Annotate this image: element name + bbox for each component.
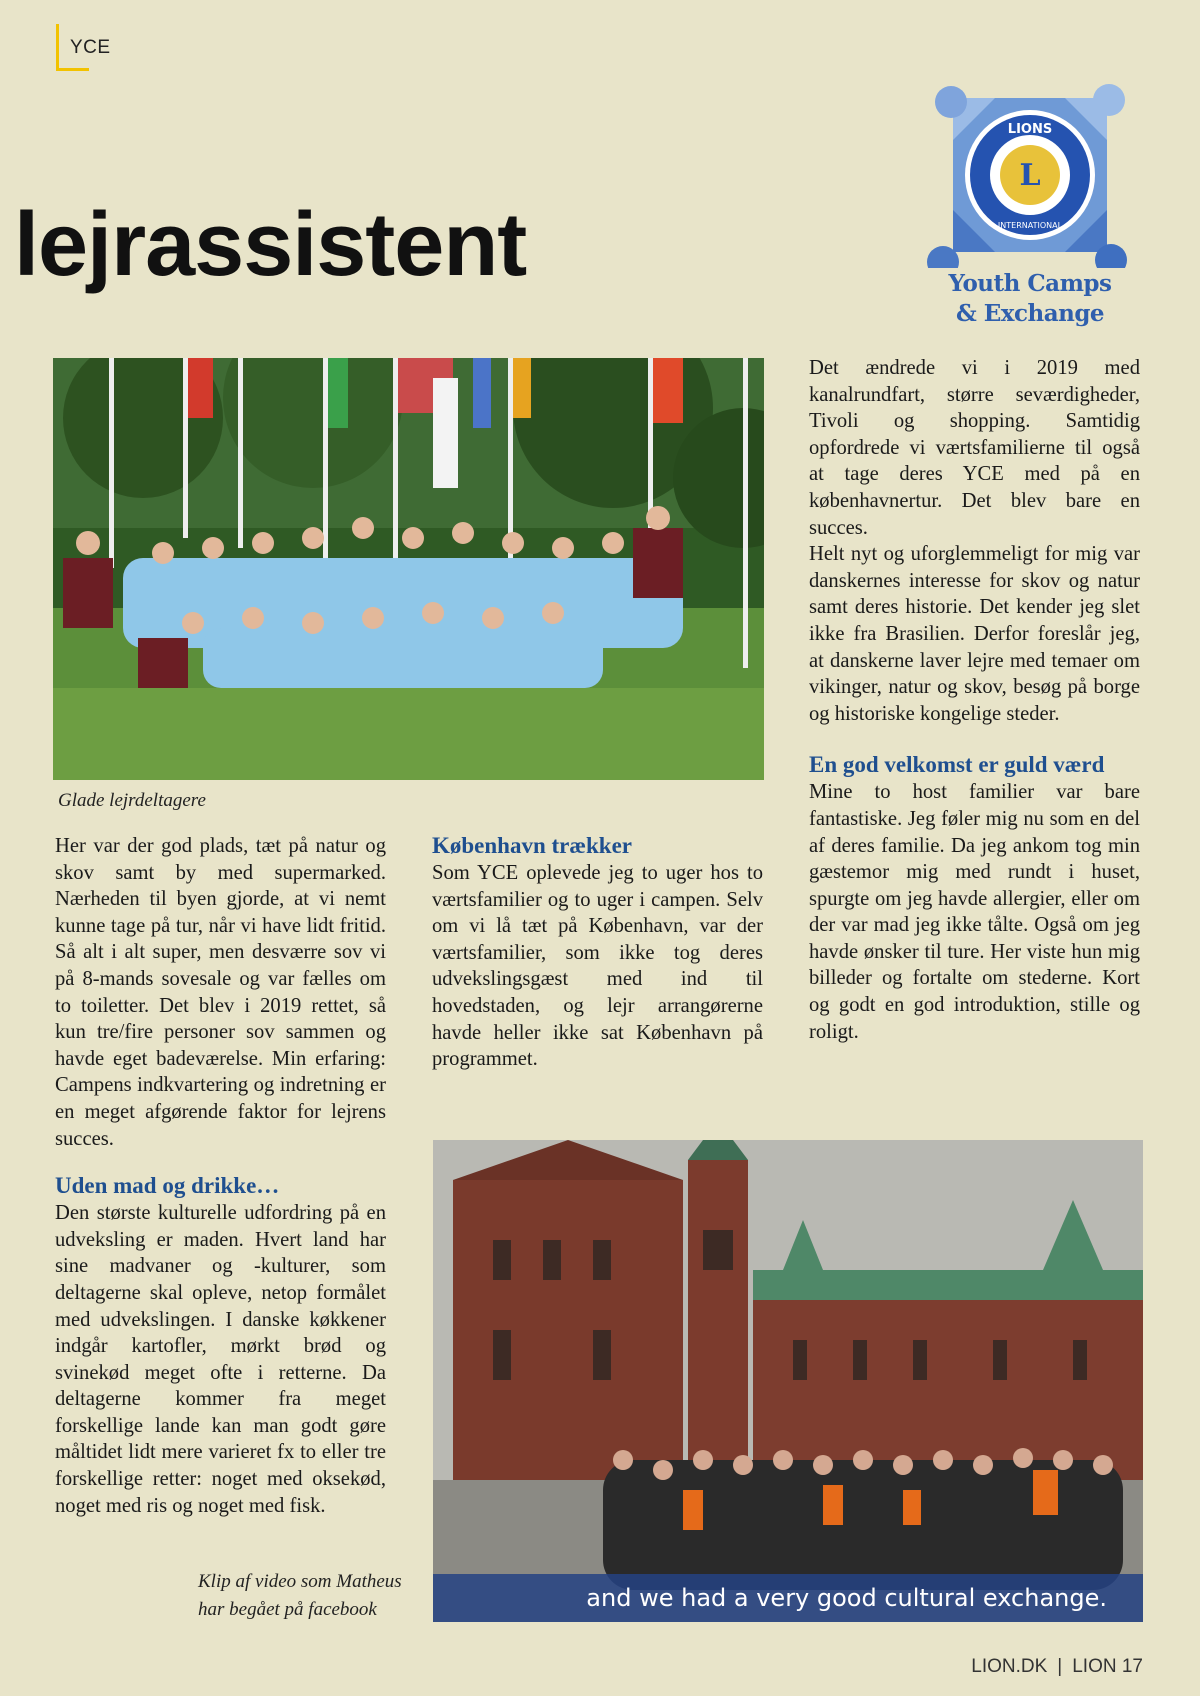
footer-separator: |	[1057, 1656, 1063, 1677]
video-caption-line: Klip af video som Matheus	[198, 1571, 402, 1592]
group-photo-flags	[53, 358, 764, 780]
page-title: lejrassistent	[14, 195, 527, 295]
paragraph: Som YCE oplevede jeg to uger hos to værtsfamilier og to uger i campen. Selv om vi lå tæt på København, var der værtsfamilier, som ikke tog deres udvekslingsgæst med ind til hovedstaden, og lejr arrangørerne havde heller ikke sat København på programmet.	[432, 862, 763, 1071]
paragraph: Her var der god plads, tæt på natur og skov samt by med supermarked. Nærheden til byen gjorde, at vi nemt kunne tage på tur, når vi have lidt fritid. Så alt i alt super, men desværre sov vi på 8-mands sovesale og var fælles om to toiletter. Det blev i 2019 rettet, så kun tre/fire personer sov sammen og havde eget badeværelse. Min erfaring: Campens indkvartering og indretning er en meget afgørende faktor for lejrens succes.	[55, 835, 386, 1150]
section-heading: Uden mad og drikke…	[55, 1173, 280, 1199]
logo-line2: & Exchange	[955, 300, 1105, 327]
video-caption-line: har begået på facebook	[198, 1599, 377, 1620]
column-right	[809, 355, 1140, 1045]
section-heading: En god velkomst er guld værd	[809, 752, 1105, 778]
paragraph: Helt nyt og uforglemmeligt for mig var danskernes interesse for skov og natur samt deres historie. Det kender jeg slet ikke fra Brasilien. Derfor foreslår jeg, at danskerne laver lejre med temaer om vikinger, natur og skov, besøg på borge og historiske kongelige steder.	[809, 543, 1140, 725]
youth-camps-logo	[925, 78, 1135, 333]
section-label: YCE	[70, 37, 111, 58]
lions-emblem-icon	[925, 78, 1135, 268]
section-heading: København trækker	[432, 833, 632, 858]
column-left	[55, 833, 386, 1519]
svg-text:INTERNATIONAL: INTERNATIONAL	[997, 221, 1063, 230]
column-middle	[432, 832, 763, 1073]
svg-text:L: L	[1019, 158, 1041, 193]
footer-site: LION.DK	[971, 1656, 1048, 1677]
paragraph: Mine to host familier var bare fantastiske. Jeg føler mig nu som en del af deres familie. Da jeg ankom tog min gæstemor mig med rundt i huset, spurgte om jeg havde allergier, eller om der var mad jeg ikke tålte. Også om jeg havde ønsker til ture. Her viste hun mig billeder og fortalte om stederne. Kort og godt en god introduktion, stille og roligt.	[809, 781, 1140, 1043]
video-caption	[198, 1568, 402, 1624]
castle-video-still	[433, 1140, 1143, 1622]
paragraph: Den største kulturelle udfordring på en udveksling er maden. Hvert land har sine madvaner og -kulturer, som deltagerne skal opleve, netop formålet med udvekslingen. I danske køkkener indgår kartofler, mørkt brød og svinekød meget ofte i retterne. Da deltagerne kommer fra meget forskellige lande kan man godt gøre måltidet lidt mere varieret fx to eller tre forskellige retter: noget med oksekød, noget med ris og noget med fisk.	[55, 1202, 386, 1517]
video-subtitle: and we had a very good cultural exchange.	[433, 1574, 1143, 1622]
logo-line1: Youth Camps	[948, 270, 1112, 297]
svg-text:LIONS: LIONS	[1007, 122, 1053, 137]
photo-caption: Glade lejrdeltagere	[58, 790, 206, 811]
page-footer	[971, 1656, 1143, 1678]
footer-page-number: LION 17	[1072, 1656, 1143, 1677]
paragraph: Det ændrede vi i 2019 med kanalrundfart, større seværdigheder, Tivoli og shopping. Samtidig opfordrede vi værtsfamilierne til også at tage deres YCE med på en københavnertur. Det blev bare en succes.	[809, 357, 1140, 539]
